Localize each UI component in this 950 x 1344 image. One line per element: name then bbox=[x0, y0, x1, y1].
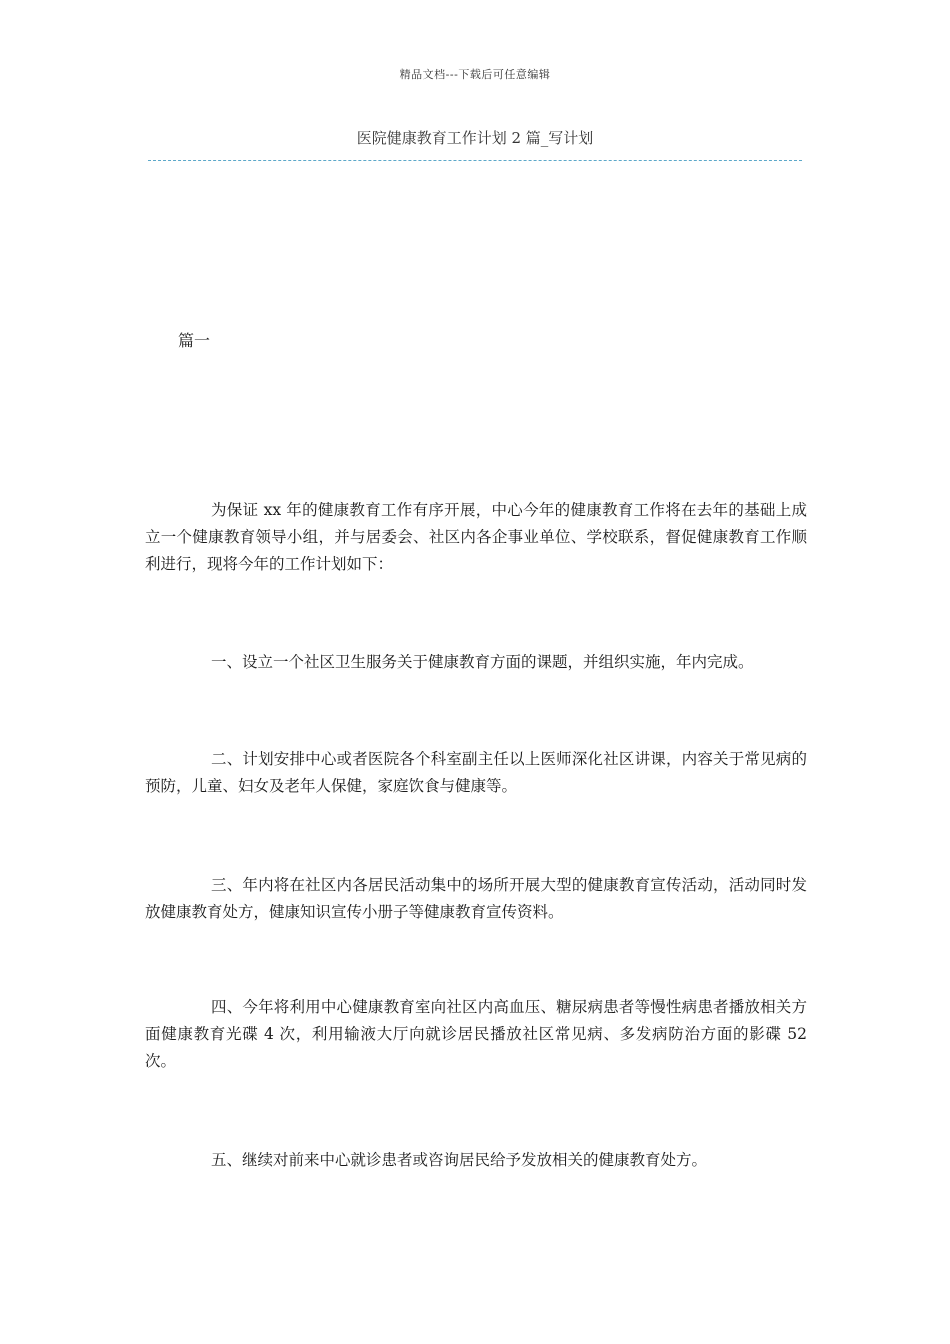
header-divider bbox=[148, 160, 802, 161]
plan-item-1: 一、设立一个社区卫生服务关于健康教育方面的课题，并组织实施，年内完成。 bbox=[211, 653, 754, 671]
header-watermark: 精品文档---下载后可任意编辑 bbox=[399, 68, 551, 81]
plan-item-4: 四、今年将利用中心健康教育室向社区内高血压、糖尿病患者等慢性病患者播放相关方面健康教育光碟 4 次，利用输液大厅向就诊居民播放社区常见病、多发病防治方面的影碟 52 次。 bbox=[145, 998, 807, 1070]
document-title: 医院健康教育工作计划 2 篇_写计划 bbox=[356, 129, 594, 147]
plan-item-2: 二、计划安排中心或者医院各个科室副主任以上医师深化社区讲课，内容关于常见病的预防，儿童、妇女及老年人保健，家庭饮食与健康等。 bbox=[145, 750, 807, 795]
plan-item-5: 五、继续对前来中心就诊患者或咨询居民给予发放相关的健康教育处方。 bbox=[211, 1151, 708, 1169]
intro-paragraph: 为保证 xx 年的健康教育工作有序开展，中心今年的健康教育工作将在去年的基础上成立一个健康教育领导小组，并与居委会、社区内各企事业单位、学校联系，督促健康教育工作顺利进行，现将今年的工作计划如下： bbox=[145, 501, 807, 573]
plan-item-3: 三、年内将在社区内各居民活动集中的场所开展大型的健康教育宣传活动，活动同时发放健康教育处方，健康知识宣传小册子等健康教育宣传资料。 bbox=[145, 876, 807, 921]
section-label: 篇一 bbox=[178, 331, 211, 350]
